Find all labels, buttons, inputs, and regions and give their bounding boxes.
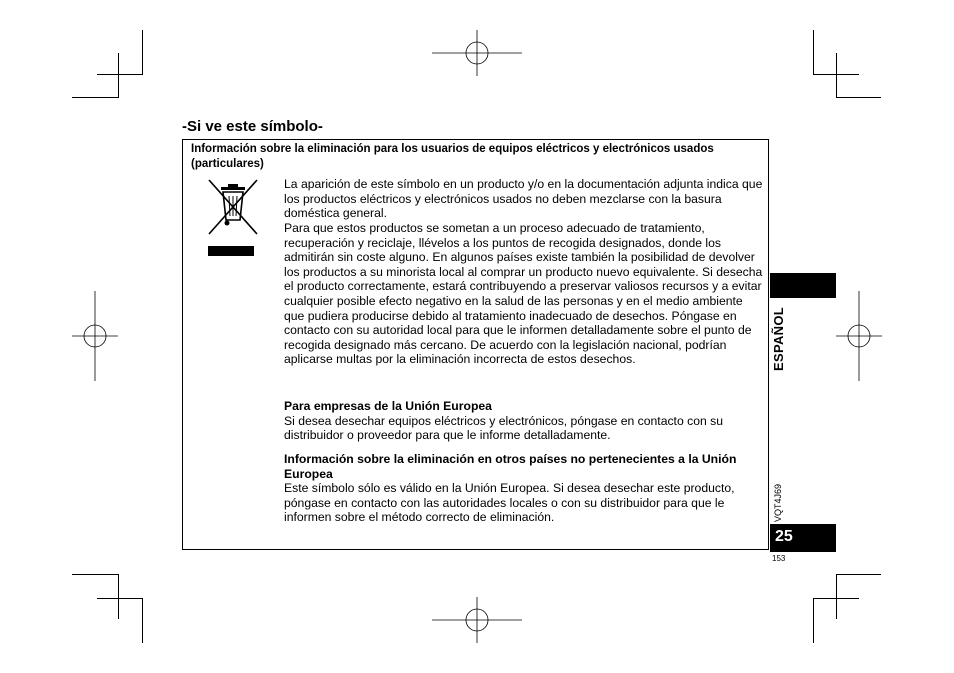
other-countries-body: Este símbolo sólo es válido en la Unión Europea. Si desea desechar este producto, póngase en contacto con las autoridades locales o con su distribuidor para que le informen sobre el método correcto de eliminación. xyxy=(284,481,735,525)
eu-business-section xyxy=(284,399,766,443)
crop-mark xyxy=(813,598,814,643)
main-text: Para que estos productos se sometan a un proceso adecuado de tratamiento, recuperación y reciclaje, llévelos a los puntos de recogida designados, donde los admitirán sin coste alguno. En algunos países existe también la posibilidad de devolver los productos a su minorista local al comprar un producto nuevo equivalente. Si desecha el producto correctamente, estará contribuyendo a preservar valiosos recursos y a evitar cualquier posible efecto negativo en la salud de las personas y en el medio ambiente que pudiera producirse debido al tratamiento inadecuado de desechos. Póngase en contacto con su autoridad local para que le informen detalladamente sobre el punto de recogida designado más cercano. De acuerdo con la legislación nacional, podrían aplicarse multas por la eliminación incorrecta de estos desechos. xyxy=(284,221,763,367)
crop-mark xyxy=(813,74,859,75)
registration-crosshair-icon xyxy=(72,291,118,381)
crop-mark xyxy=(118,53,119,98)
box-heading: Información sobre la eliminación para los usuarios de equipos eléctricos y electrónicos usados (particulares) xyxy=(191,143,714,170)
intro-paragraph xyxy=(284,177,766,221)
section-title: -Si ve este símbolo- xyxy=(182,118,323,135)
eu-business-heading: Para empresas de la Unión Europea xyxy=(284,399,492,413)
main-paragraph xyxy=(284,221,766,367)
registration-crosshair-icon xyxy=(432,597,522,643)
eu-business-body: Si desea desechar equipos eléctricos y electrónicos, póngase en contacto con su distribuidor o proveedor para que le informe detalladamente. xyxy=(284,413,724,443)
sub-page-number: 153 xyxy=(772,554,786,563)
other-countries-heading: Información sobre la eliminación en otros países no pertenecientes a la Unión Europea xyxy=(284,452,737,481)
crop-mark xyxy=(72,574,118,575)
crop-mark xyxy=(142,30,143,75)
registration-crosshair-icon xyxy=(836,291,882,381)
other-countries-section xyxy=(284,452,766,525)
page-number: 25 xyxy=(770,524,836,552)
crop-mark xyxy=(836,574,881,575)
crop-mark xyxy=(72,97,118,98)
language-tab-bar xyxy=(770,273,836,298)
crop-mark xyxy=(97,74,143,75)
crop-mark xyxy=(97,598,143,599)
crop-mark xyxy=(836,53,837,98)
language-label: ESPAÑOL xyxy=(771,307,786,371)
crop-mark xyxy=(118,574,119,619)
intro-text: La aparición de este símbolo en un producto y/o en la documentación adjunta indica que los productos eléctricos y electrónicos usados no deben mezclarse con la basura doméstica general. xyxy=(284,177,763,221)
crossed-out-wheelie-bin-icon xyxy=(204,178,262,260)
crop-mark xyxy=(142,598,143,643)
registration-crosshair-icon xyxy=(432,30,522,76)
crop-mark xyxy=(836,97,881,98)
crop-mark xyxy=(836,574,837,619)
disposal-notice-box xyxy=(182,139,769,550)
crop-mark xyxy=(813,30,814,75)
crop-mark xyxy=(813,598,859,599)
document-code: VQT4J69 xyxy=(773,483,783,522)
